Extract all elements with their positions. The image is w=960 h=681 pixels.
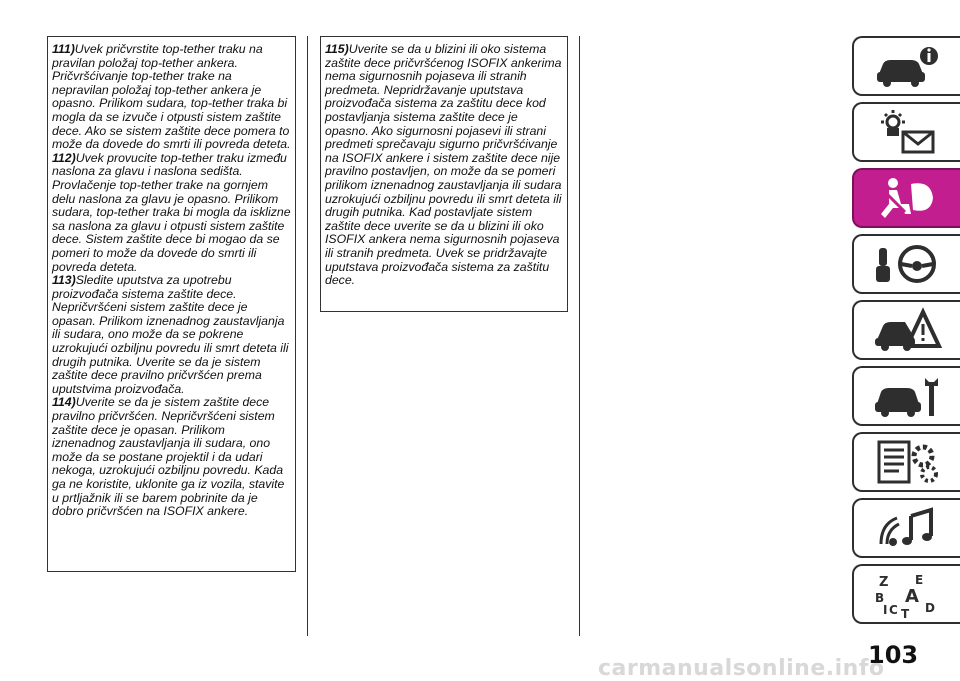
warnings-box-left (47, 36, 296, 572)
tab-warning-lights[interactable] (852, 102, 960, 162)
warning-114: 114)Uverite se da je sistem zaštite dece pravilno pričvršćen. Nepričvršćeni sistem zaštite dece je opasan. Prilikom iznenadnog zaustavljanja ili sudara, ono može da se postane projektil i da udari nekoga, uzrokujući ozbiljnu povredu. Kada ga ne koristite, uklonite ga iz vozila, stavite u prtljažnik ili se barem pobrinite da je dobro pričvršćen na ISOFIX ankere. (52, 395, 285, 519)
svg-text:E: E (915, 573, 924, 587)
warning-112: 112)Uvek provucite top-tether traku između naslona za glavu i naslona sedišta. Provlačenje top-tether trake na gornjem delu naslona za glavu je opasno. Prilikom sudara, top-tether traka bi mogla da isklizne sa naslona za glavu i otpusti sistem zaštite dece. Sistem zaštite dece bi mogao da se pomeri to može da dovede do smrti ili povreda deteta. (52, 150, 291, 274)
multimedia-icon (871, 504, 943, 552)
emergency-breakdown-icon (871, 306, 943, 354)
tab-multimedia[interactable] (852, 498, 960, 558)
svg-text:D: D (925, 601, 935, 615)
warning-lights-message-icon (871, 108, 943, 156)
tab-safety[interactable] (852, 168, 960, 228)
tab-starting-driving[interactable] (852, 234, 960, 294)
warning-111: 111)Uvek pričvrstite top-tether traku na pravilan položaj top-tether ankera. Pričvršćivanje top-tether trake na nepravilan položaj top-tether ankera je opasno. Prilikom sudara, top-tether traka bi mogla da se izvuče i otpusti sistem zaštite dece. Ako se sistem zaštite dece pomera to može da dovede do smrti ili povreda deteta. (52, 42, 291, 152)
safety-airbag-icon (871, 174, 943, 222)
tab-car-info[interactable] (852, 36, 960, 96)
svg-text:B: B (875, 591, 885, 605)
tab-technical-data[interactable] (852, 432, 960, 492)
svg-text:T: T (901, 607, 910, 618)
tab-index[interactable] (852, 564, 960, 624)
key-steering-wheel-icon (871, 240, 943, 288)
svg-text:Z: Z (879, 575, 889, 590)
svg-text:A: A (905, 586, 919, 607)
watermark: carmanualsonline.info (598, 656, 885, 681)
tab-maintenance[interactable] (852, 366, 960, 426)
car-info-icon (871, 42, 943, 90)
svg-text:C: C (889, 603, 898, 617)
warnings-box-right (320, 36, 568, 312)
column-divider-right (579, 36, 580, 636)
column-divider-left (307, 36, 308, 636)
technical-data-icon (871, 438, 943, 486)
warning-115: 115)Uverite se da u blizini ili oko sistema zaštite dece pričvršćenog ISOFIX ankerima nema sigurnosnih pojaseva ili stranih predmeta. Nepridržavanje uputstava proizvođača sistema za zaštitu dece kod postavljanja sistema zaštite dece je opasno. Ako sigurnosni pojasevi ili strani predmeti sprečavaju sigurno pričvršćivanje na ISOFIX ankere i sistem zaštite dece nije pravilno postavljen, on može da se pomeri prilikom iznenadnog zaustavljanja ili sudara uzrokujući ozbiljnu povredu ili smrt deteta ili drugih putnika. Kad postavljate sistem zaštite dece uverite se da u blizini ili oko ISOFIX ankera nema sigurnosnih pojaseva ili stranih predmeta. Uvek se pridržavajte uputstava proizvođača sistema za zaštitu dece. (325, 42, 562, 288)
svg-text:I: I (883, 603, 888, 617)
alphabetical-index-icon (871, 570, 943, 618)
car-maintenance-icon (871, 372, 943, 420)
page-number: 103 (868, 641, 919, 669)
warning-113: 113)Sledite uputstva za upotrebu proizvođača sistema zaštite dece. Nepričvršćeni sistem zaštite dece je opasan. Prilikom iznenadnog zaustavljanja ili sudara, ono može da se pokrene uzrokujući ozbiljnu povredu ili smrt deteta ili drugih putnika. Uverite se da je sistem zaštite dece pravilno pričvršćen prema uputstvima proizvođača. (52, 273, 289, 396)
tab-emergency[interactable] (852, 300, 960, 360)
